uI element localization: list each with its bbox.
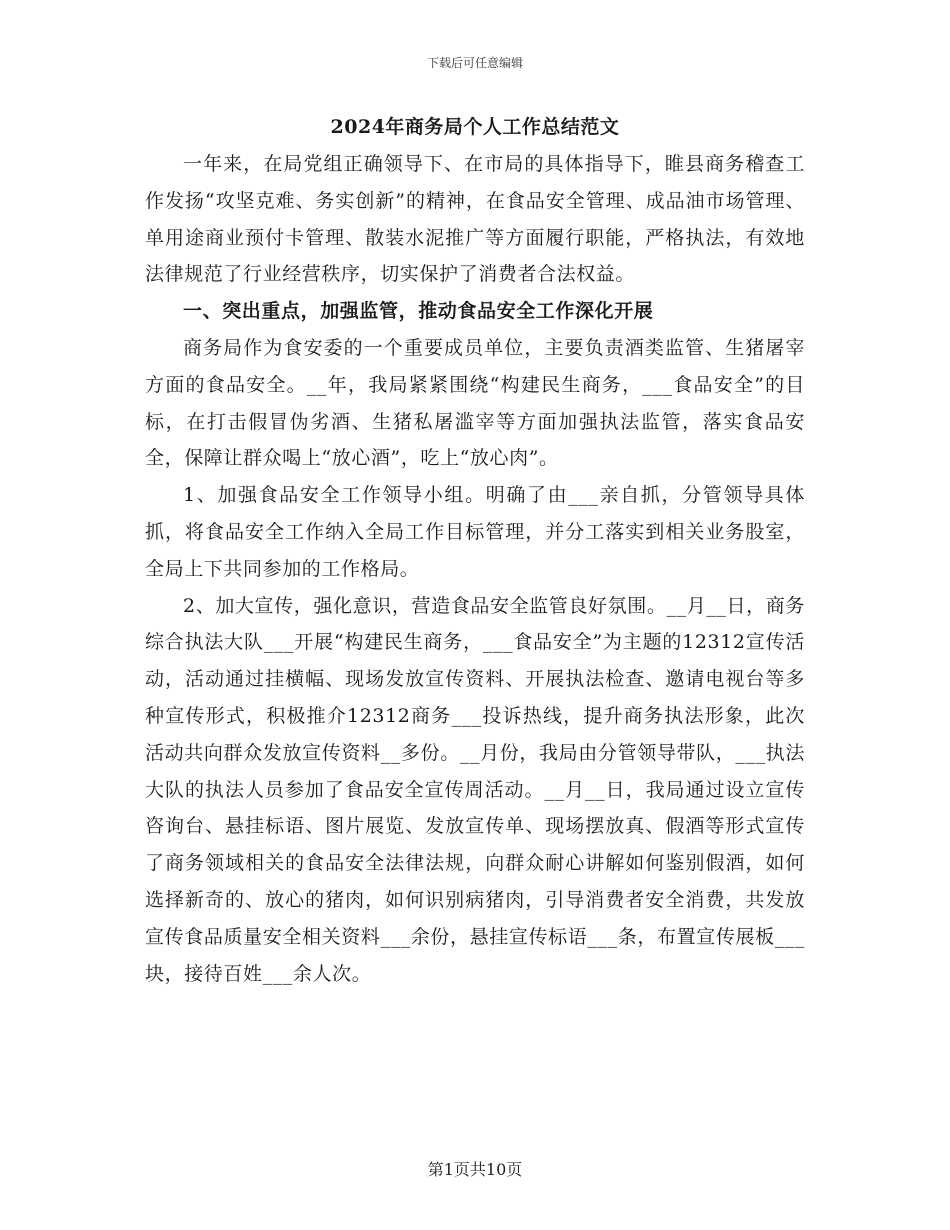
document-title: 2024年商务局个人工作总结范文 [330,116,620,138]
paragraph-section-intro: 商务局作为食安委的一个重要成员单位，主要负责酒类监管、生猪屠宰方面的食品安全。__年，我局紧紧围绕“构建民生商务，___食品安全”的目标，在打击假冒伪劣酒、生猪私屠滥宰等方面加强执法监管，落实食品安全，保障让群众喝上“放心酒”，吃上“放心肉”。 [145,336,805,470]
section-heading-1: 一、突出重点，加强监管，推动食品安全工作深化开展 [183,300,654,323]
paragraph-item-1: 1、加强食品安全工作领导小组。明确了由___亲自抓，分管领导具体抓，将食品安全工作纳入全局工作目标管理，并分工落实到相关业务股室，全局上下共同参加的工作格局。 [145,484,805,580]
header-note: 下载后可任意编辑 [426,56,523,70]
document-body [145,108,805,992]
paragraph-intro: 一年来，在局党组正确领导下、在市局的具体指导下，睢县商务稽查工作发扬“攻坚克难、务实创新”的精神，在食品安全管理、成品油市场管理、单用途商业预付卡管理、散装水泥推广等方面履行职能，严格执法，有效地法律规范了行业经营秩序，切实保护了消费者合法权益。 [145,153,805,286]
paragraph-item-2: 2、加大宣传，强化意识，营造食品安全监管良好氛围。__月__日，商务综合执法大队___开展“构建民生商务，___食品安全”为主题的12312宣传活动，活动通过挂横幅、现场发放宣传资料、开展执法检查、邀请电视台等多种宣传形式，积极推介12312商务___投诉热线，提升商务执法形象，此次活动共向群众发放宣传资料__多份。__月份，我局由分管领导带队，___执法大队的执法人员参加了食品安全宣传周活动。__月__日，我局通过设立宣传咨询台、悬挂标语、图片展览、发放宣传单、现场摆放真、假酒等形式宣传了商务领域相关的食品安全法律法规，向群众耐心讲解如何鉴别假酒，如何选择新奇的、放心的猪肉，如何识别病猪肉，引导消费者安全消费，共发放宣传食品质量安全相关资料___余份，悬挂宣传标语___条，布置宣传展板___块，接待百姓___余人次。 [145,594,805,985]
page-footer: 第1页共10页 [427,1160,523,1179]
